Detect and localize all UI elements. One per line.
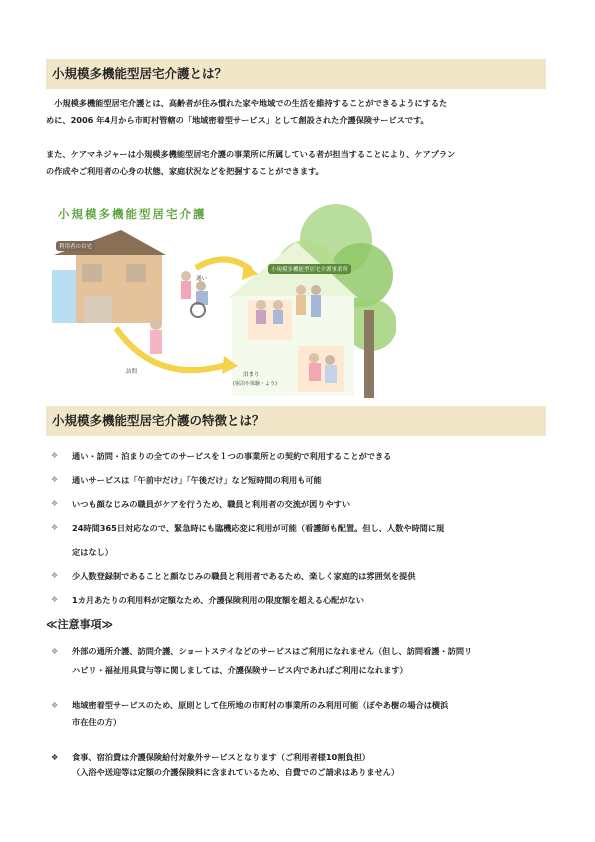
list-item: ❖ 少人数登録制であることと顔なじみの職員と利用者であるため、楽しく家庭的は雰囲気を提供	[46, 567, 552, 585]
illustration-title: 小規模多機能型居宅介護	[58, 207, 207, 221]
houmon-label: 訪問	[126, 369, 138, 375]
list-item: ❖ 24時間365日対応なので、緊急時にも臨機応変に利用が可能（看護師も配置。但し、人数や時間に規 定はなし）	[46, 519, 552, 561]
section-header-features	[46, 406, 546, 436]
list-item: ❖ いつも顔なじみの職員がケアを行うため、職員と利用者の交流が図りやすい	[46, 495, 552, 513]
about-paragraph-2: また、ケアマネジャーは小規模多機能型居宅介護の事業所に所属している者が担当することにより、ケアプラン の作成やご利用者の心身の状態、家庭状況などを把握することができます。	[46, 149, 456, 176]
list-item: ❖ 通いサービスは「午前中だけ」「午後だけ」など短時間の利用も可能	[46, 471, 552, 489]
diamond-bullet-icon: ❖	[51, 700, 59, 710]
list-item: ❖ 1カ月あたりの利用料が定額なため、介護保険利用の限度額を超える心配がない	[46, 591, 552, 609]
section-title: 小規模多機能型居宅介護の特徴とは？	[52, 413, 265, 428]
diamond-bullet-icon: ❖	[51, 571, 59, 580]
diamond-bullet-icon: ❖	[51, 646, 59, 656]
tomari-label: 泊まり	[243, 372, 260, 378]
list-item: ❖ 通い・訪問・泊まりの全てのサービスを１つの事業所との契約で利用することができる	[46, 447, 552, 465]
list-item: ❖ 地域密着型サービスのため、原則として住所地の市町村の事業所のみ利用可能（ぽやあ樹の場合は横浜 市在住の方）	[51, 700, 449, 727]
list-item: ❖ 食事、宿泊費は介護保険給付対象外サービスとなります（ご利用者様10割負担） （入浴や送迎等は定額の介護保険料に含まれているため、自費でのご請求はありません）	[51, 752, 400, 777]
diamond-bullet-icon: ❖	[51, 595, 59, 604]
notes-list	[46, 645, 552, 779]
home-tag: 利用者の自宅	[56, 241, 95, 251]
list-item: ❖ 外部の通所介護、訪問介護、ショートステイなどのサービスはご利用になれません（但し、訪問看護・訪問リ ハビリ・福祉用具貸与等に関しましては、介護保険サービス内であればご利用になれます）	[51, 646, 473, 675]
about-paragraph-1: 小規模多機能型居宅介護とは、高齢者が住み慣れた家や地域での生活を維持することができるようにするた めに、2006 年4月から市町村管轄の「地域密着型サービス」として創設された介護保険サービスです。	[46, 98, 448, 125]
kayoi-label: 通い	[196, 276, 208, 282]
notes-title: ≪注意事項≫	[46, 618, 114, 631]
diamond-bullet-icon: ❖	[51, 475, 59, 484]
diamond-bullet-icon: ❖	[51, 499, 59, 508]
features-list	[46, 447, 552, 609]
section-title: 小規模多機能型居宅介護とは？	[52, 66, 228, 81]
facility-tag: 小規模多機能型居宅介護事業所	[268, 264, 351, 274]
service-illustration	[46, 200, 396, 400]
tomari-sublabel: (宿泊や体験・よう)	[233, 381, 277, 387]
diamond-bullet-icon: ❖	[51, 752, 59, 762]
diamond-bullet-icon: ❖	[51, 451, 59, 460]
section-header-about	[46, 59, 546, 89]
diamond-bullet-icon: ❖	[51, 523, 59, 532]
